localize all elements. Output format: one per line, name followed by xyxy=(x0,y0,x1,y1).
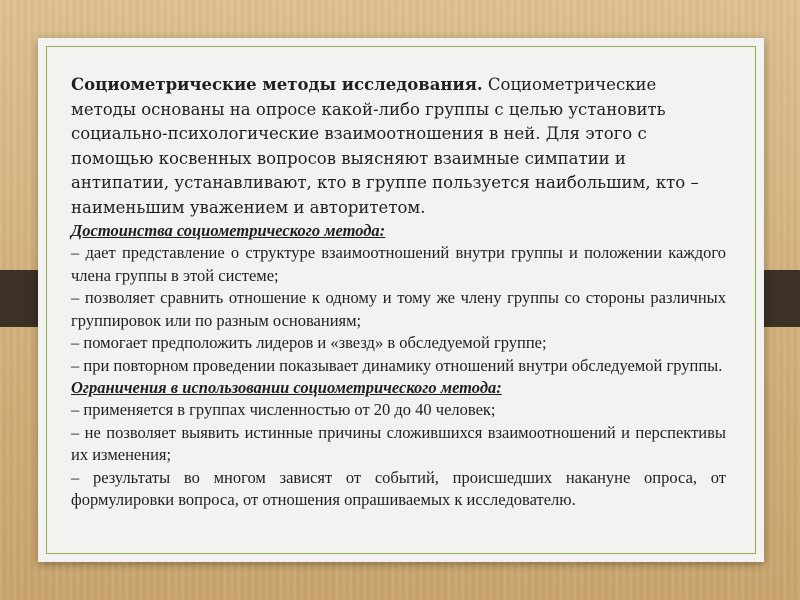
limitation-item: – применяется в группах численностью от 20 до 40 человек; xyxy=(71,400,496,419)
limitation-item: – не позволяет выявить истинные причины сложившихся взаимоотношений и перспективы их изменения; xyxy=(71,422,726,464)
slide-card xyxy=(38,38,764,562)
slide-content xyxy=(71,73,726,512)
advantage-item: – дает представление о структуре взаимоотношений внутри группы и положении каждого члена группы в этой системе; xyxy=(71,243,726,285)
intro-title: Социометрические методы исследования. xyxy=(71,75,483,94)
right-decor-bar xyxy=(762,270,800,327)
advantage-item: – позволяет сравнить отношение к одному и тому же члену группы со стороны различных группировок или по разным основаниям; xyxy=(71,288,726,330)
intro-paragraph xyxy=(71,73,726,220)
left-decor-bar xyxy=(0,270,38,327)
advantage-item: – помогает предположить лидеров и «звезд» в обследуемой группе; xyxy=(71,333,547,352)
advantages-heading: Достоинства социометрического метода: xyxy=(71,221,386,240)
advantage-item: – при повторном проведении показывает динамику отношений внутри обследуемой группы. xyxy=(71,355,723,375)
limitations-heading: Ограничения в использовании социометрического метода: xyxy=(71,378,502,397)
intro-text: Социометрические методы основаны на опросе какой-либо группы с целью установить социально-психологические взаимоотношения в ней. Для этого с помощью косвенных вопросов выясняют взаимные симпатии и антипатии, устанавливают, кто в группе пользуется наибольшим, кто – наименьшим уважением и авторитетом. xyxy=(71,75,699,217)
limitation-item: – результаты во многом зависят от событий, происшедших накануне опроса, от формулировки вопроса, от отношения опрашиваемых к исследователю. xyxy=(71,467,726,509)
